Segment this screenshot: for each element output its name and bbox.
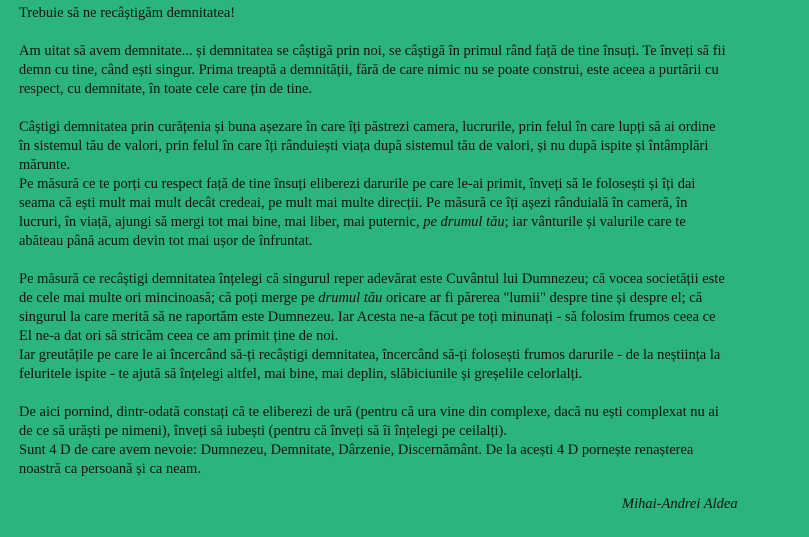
emphasis-drumul-tau: pe drumul tău — [423, 214, 505, 230]
text-line: noastră ca persoană și ca neam. — [19, 461, 201, 477]
paragraph-gap — [19, 384, 799, 403]
text-line — [19, 289, 799, 308]
paragraph-gap — [19, 23, 799, 42]
text-run: ; iar vânturile și valurile care te — [504, 214, 686, 230]
paragraph-1 — [19, 42, 799, 99]
paragraph-gap — [19, 251, 799, 270]
text-line — [19, 213, 799, 232]
paragraph-gap — [19, 99, 799, 118]
text-line: De aici pornind, dintr-odată constați că te eliberezi de ură (pentru că ura vine din complexe, dacă nu ești complexat nu ai — [19, 404, 719, 420]
author-signature: Mihai-Andrei Aldea — [622, 496, 738, 512]
text-run: oricare ar fi părerea "lumii" despre tine și despre el; că — [382, 290, 703, 306]
paragraph-7 — [19, 441, 799, 479]
paragraph-3 — [19, 175, 799, 251]
text-line: Am uitat să avem demnitate... și demnitatea se câștigă prin noi, se câștigă în primul rând față de tine însuți. Te înveți să fii — [19, 43, 726, 59]
text-line: mărunte. — [19, 157, 71, 173]
paragraph-5 — [19, 346, 799, 384]
text-run: lucruri, în viață, ajungi să mergi tot mai bine, mai liber, mai puternic, — [19, 214, 424, 230]
emphasis-drumul-tau: drumul tău — [318, 290, 383, 306]
text-line: El ne-a dat ori să stricăm ceea ce am primit ține de noi. — [19, 328, 339, 344]
text-line: Pe măsură ce te porți cu respect față de tine însuți eliberezi darurile pe care le-ai primit, înveți să le folosești și îți dai — [19, 176, 696, 192]
text-line: abăteau până acum devin tot mai ușor de înfruntat. — [19, 233, 313, 249]
text-line: Pe măsură ce recâștigi demnitatea înțelegi că singurul reper adevărat este Cuvântul lui Dumnezeu; că vocea societății este — [19, 271, 725, 287]
text-line: demn cu tine, când ești singur. Prima treaptă a demnității, fără de care nimic nu se poate construi, este aceea a purtării cu — [19, 62, 719, 78]
document-title: Trebuie să ne recâștigăm demnitatea! — [19, 5, 236, 21]
text-run: de cele mai multe ori mincinoasă; că poți merge pe — [19, 290, 319, 306]
text-line: feluritele ispite - te ajută să înțelegi altfel, mai bine, mai deplin, slăbiciunile și greșelile celorlalți. — [19, 366, 583, 382]
paragraph-4 — [19, 270, 799, 346]
text-line: seama că ești mult mai mult decât credeai, pe mult mai multe direcții. Pe măsură ce îți așezi rânduială în cameră, în — [19, 195, 688, 211]
paragraph-6 — [19, 403, 799, 441]
text-line: Câștigi demnitatea prin curățenia și buna așezare în care îți păstrezi camera, lucrurile, prin felul în care lupți să ai ordine — [19, 119, 716, 135]
text-line: Sunt 4 D de care avem nevoie: Dumnezeu, Demnitate, Dârzenie, Discernământ. De la acești 4 D pornește renașterea — [19, 442, 694, 458]
text-line: în sistemul tău de valori, prin felul în care îți rânduiești viața după sistemul tău de valori, și nu după ispite și întâmplări — [19, 138, 709, 154]
paragraph-2 — [19, 118, 799, 175]
text-line: respect, cu demnitate, în toate cele care țin de tine. — [19, 81, 313, 97]
text-line: de ce să urăști pe nimeni), înveți să iubești (pentru că înveți să îi înțelegi pe ceilalți). — [19, 423, 508, 439]
text-line: singurul la care merită să ne raportăm este Dumnezeu. Iar Acesta ne-a făcut pe toți minunați - să folosim frumos ceea ce — [19, 309, 716, 325]
text-line: Iar greutățile pe care le ai încercând să-ți recâștigi demnitatea, încercând să-ți folosești frumos darurile - de la neștiința la — [19, 347, 721, 363]
